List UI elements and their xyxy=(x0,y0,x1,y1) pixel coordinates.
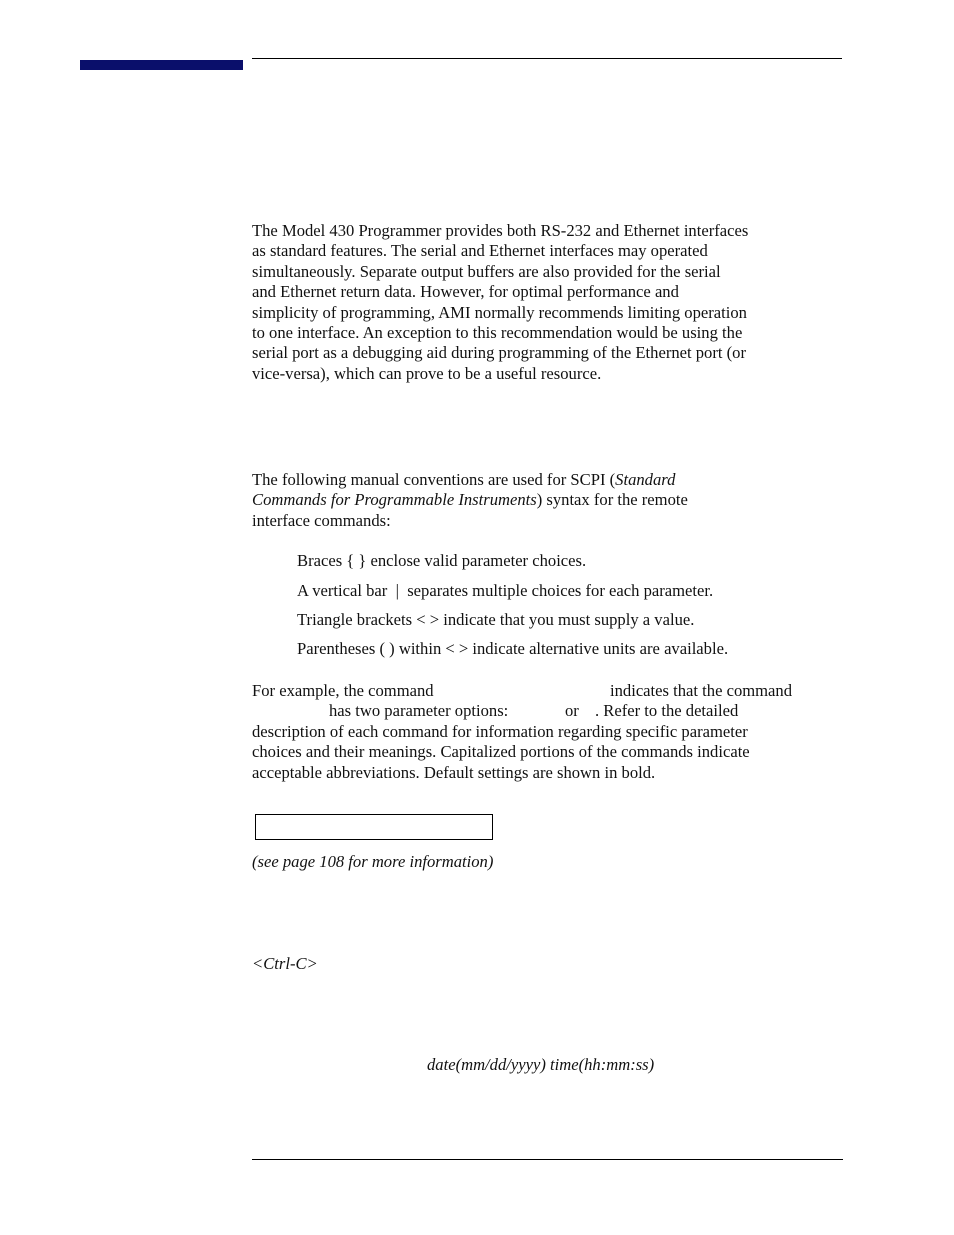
example-text: indicates that the command xyxy=(610,681,793,700)
convention-item-vertical-bar: A vertical bar | separates multiple choices for each parameter. xyxy=(297,581,714,600)
header-rule xyxy=(252,58,842,59)
intro-paragraph xyxy=(252,221,844,384)
conventions-intro-italic: Standard xyxy=(615,470,676,489)
page-reference-note: (see page 108 for more information) xyxy=(252,852,494,871)
conventions-intro-italic: Commands for Programmable Instruments xyxy=(252,490,537,510)
intro-line: to one interface. An exception to this recommendation would be using the xyxy=(252,323,743,343)
intro-line: and Ethernet return data. However, for optimal performance and xyxy=(252,282,679,302)
example-text: has two parameter options: xyxy=(329,701,509,720)
conventions-intro-text: The following manual conventions are used for SCPI ( xyxy=(252,470,616,489)
intro-line: vice-versa), which can prove to be a useful resource. xyxy=(252,363,602,383)
convention-item-triangle-brackets: Triangle brackets < > indicate that you must supply a value. xyxy=(297,610,695,629)
date-time-format: date(mm/dd/yyyy) time(hh:mm:ss) xyxy=(427,1055,655,1074)
example-text: choices and their meanings. Capitalized portions of the commands indicate xyxy=(252,742,750,762)
conventions-intro-text: interface commands: xyxy=(252,510,391,530)
convention-item-braces: Braces { } enclose valid parameter choices. xyxy=(297,551,587,570)
example-text: or xyxy=(565,701,579,720)
example-text: For example, the command xyxy=(252,681,434,700)
intro-line: The Model 430 Programmer provides both RS-232 and Ethernet interfaces xyxy=(252,221,749,240)
intro-line: simplicity of programming, AMI normally recommends limiting operation xyxy=(252,302,747,322)
ctrl-c-label: <Ctrl-C> xyxy=(252,954,318,973)
command-syntax-box xyxy=(255,814,493,840)
intro-line: serial port as a debugging aid during programming of the Ethernet port (or xyxy=(252,343,746,363)
footer-rule xyxy=(252,1159,843,1160)
example-text: description of each command for information regarding specific parameter xyxy=(252,722,748,741)
example-text: . Refer to the detailed xyxy=(595,701,739,720)
example-text: acceptable abbreviations. Default settings are shown in bold. xyxy=(252,762,656,782)
intro-line: as standard features. The serial and Ethernet interfaces may operated xyxy=(252,241,708,261)
convention-item-parentheses: Parentheses ( ) within < > indicate alternative units are available. xyxy=(297,639,729,658)
conventions-intro xyxy=(252,470,844,531)
header-accent-bar xyxy=(80,60,243,70)
intro-line: simultaneously. Separate output buffers are also provided for the serial xyxy=(252,261,721,281)
conventions-intro-text: ) syntax for the remote xyxy=(536,490,688,510)
